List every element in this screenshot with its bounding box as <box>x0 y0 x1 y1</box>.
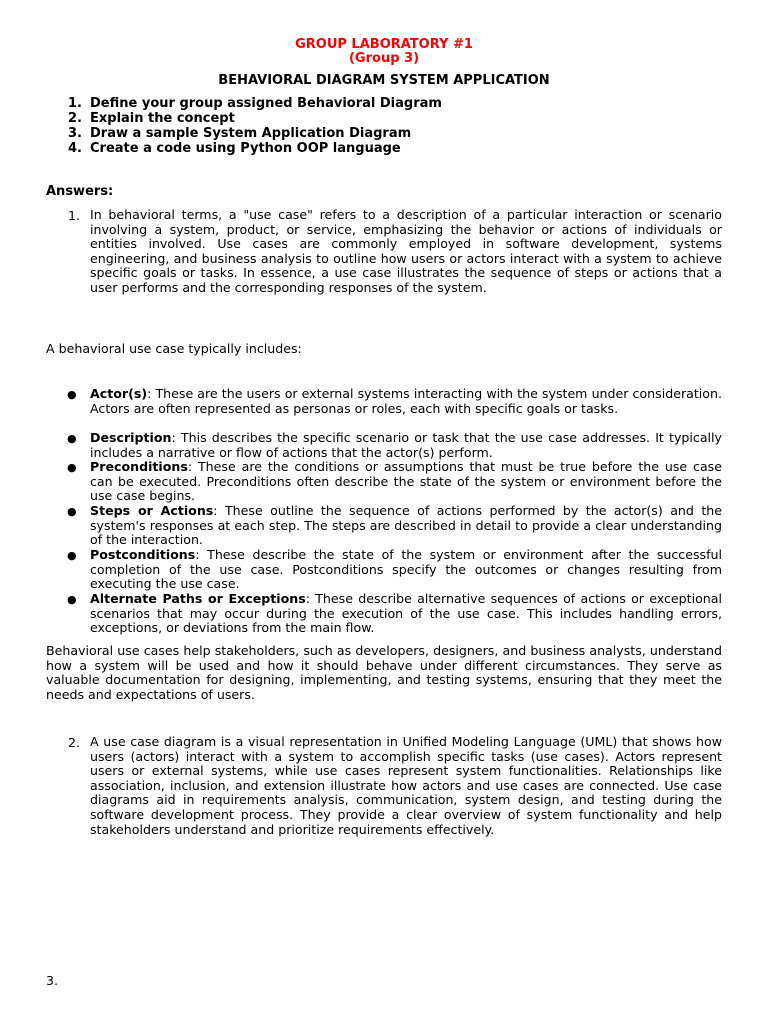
lab-title: GROUP LABORATORY #1 <box>295 37 473 52</box>
bullet-text: : These are the users or external systems interacting with the system under consideration. Actors are often represented as personas or roles, each with specific goals or tasks. <box>90 386 722 416</box>
bullet-item-postconditions <box>90 548 722 592</box>
bullet-term: Description <box>90 430 172 445</box>
bullet-icon: ● <box>67 461 77 474</box>
task-item <box>68 111 235 126</box>
bullet-text: : These describe alternative sequences of actions or exceptional scenarios that may occur during the execution of the use case. This includes handling errors, exceptions, or deviations from the main flow. <box>90 591 722 636</box>
section-title: BEHAVIORAL DIAGRAM SYSTEM APPLICATION <box>218 73 550 88</box>
bullet-item-preconditions <box>90 460 722 504</box>
includes-intro: A behavioral use case typically includes: <box>46 341 302 356</box>
answers-heading: Answers: <box>46 184 114 199</box>
bullet-icon: ● <box>67 549 77 562</box>
bullet-text: : These are the conditions or assumptions that must be true before the use case can be executed. Preconditions often describe the state of the system or environment before the use case begins. <box>90 459 722 504</box>
answer-2-text: A use case diagram is a visual representation in Unified Modeling Language (UML) that shows how users (actors) interact with a system to accomplish specific tasks (use cases). Actors represent users or external systems, while use cases represent system functionalities. Relationships like association, inclusion, and extension illustrate how actors and use cases are connected. Use case diagrams aid in requirements analysis, communication, system design, and testing during the software development process. They provide a clear overview of system functionality and help stakeholders understand and prioritize requirements effectively. <box>90 734 722 837</box>
task-item <box>68 141 401 156</box>
bullet-term: Preconditions <box>90 459 188 474</box>
bullet-text: : These outline the sequence of actions performed by the actor(s) and the system's responses at each step. The steps are described in detail to provide a clear understanding of the interaction. <box>90 503 722 548</box>
answer-number: 3. <box>46 973 59 988</box>
bullet-icon: ● <box>67 432 77 445</box>
task-text: Define your group assigned Behavioral Diagram <box>90 96 442 111</box>
task-item <box>68 96 442 111</box>
bullet-term: Steps or Actions <box>90 503 214 518</box>
bullet-term: Alternate Paths or Exceptions <box>90 591 306 606</box>
summary-paragraph: Behavioral use cases help stakeholders, such as developers, designers, and business analysts, understand how a system will be used and how it should behave under different circumstances. They serve as valuable documentation for designing, implementing, and testing systems, ensuring that they meet the needs and expectations of users. <box>46 643 722 702</box>
bullet-item-steps <box>90 504 722 548</box>
task-text: Draw a sample System Application Diagram <box>90 126 412 141</box>
task-number: 4. <box>68 141 82 156</box>
bullet-item-actors <box>90 387 722 416</box>
bullet-term: Postconditions <box>90 547 196 562</box>
bullet-item-alternate-paths <box>90 592 722 636</box>
answer-number: 2. <box>68 735 81 750</box>
bullet-icon: ● <box>67 593 77 606</box>
task-text: Create a code using Python OOP language <box>90 141 401 156</box>
bullet-text: : These describe the state of the system or environment after the successful completion of the use case. Postconditions specify the outcomes or changes resulting from executing the use case. <box>90 547 722 592</box>
answer-1-text: In behavioral terms, a "use case" refers to a description of a particular interaction or scenario involving a system, product, or service, emphasizing the behavior or actions of individuals or entities involved. Use cases are commonly employed in software development, systems engineering, and business analysis to outline how users or actors interact with a system to achieve specific goals or tasks. In essence, a use case illustrates the sequence of steps or actions that a user performs and the corresponding responses of the system. <box>90 207 722 295</box>
task-number: 3. <box>68 126 82 141</box>
group-label: (Group 3) <box>348 51 420 66</box>
task-item <box>68 126 411 141</box>
task-text: Explain the concept <box>90 111 235 126</box>
bullet-text: : This describes the specific scenario or task that the use case addresses. It typically includes a narrative or flow of actions that the actor(s) perform. <box>90 430 722 460</box>
bullet-icon: ● <box>67 388 77 401</box>
bullet-term: Actor(s) <box>90 386 148 401</box>
bullet-item-description <box>90 431 722 460</box>
bullet-icon: ● <box>67 505 77 518</box>
answer-number: 1. <box>68 208 81 223</box>
task-number: 2. <box>68 111 82 126</box>
task-number: 1. <box>68 96 82 111</box>
